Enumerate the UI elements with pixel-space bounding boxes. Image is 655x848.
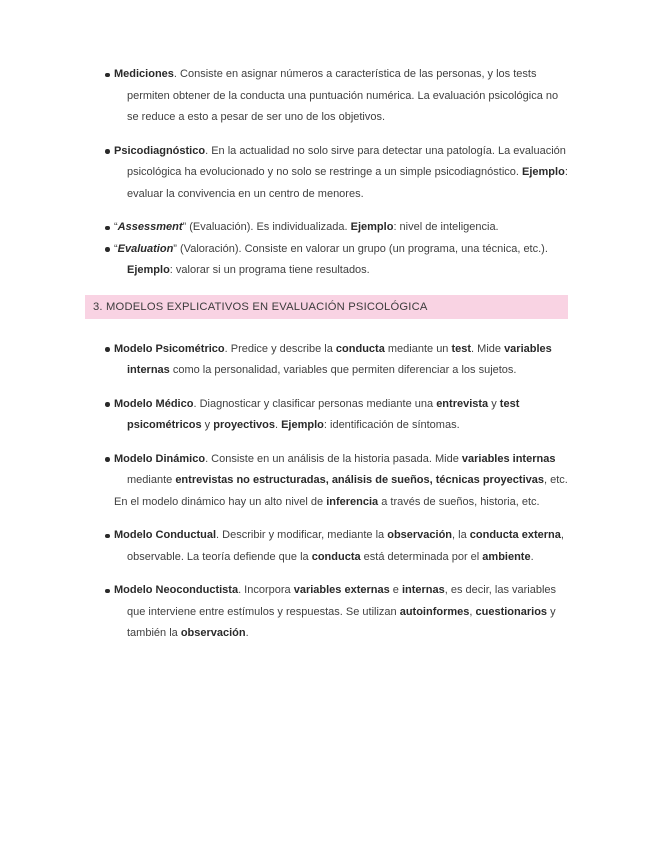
bullet-text: Psicodiagnóstico. En la actualidad no solo sirve para detectar una patología. La evaluación psicológica ha evolucionado y no solo se restringe a un simple psicodiagnóstico. Ejemplo: evaluar la convivencia en un centro de menores. (114, 144, 568, 200)
models-bullet-list (85, 339, 568, 645)
bullet-text: Modelo Médico. Diagnosticar y clasificar personas mediante una entrevista y test psicométricos y proyectivos. Ejemplo: identificación de síntomas. (114, 397, 520, 431)
bullet-item-evaluation (85, 239, 568, 282)
bullet-item-modelo-medico (85, 394, 568, 437)
bullet-item-mediciones (85, 64, 568, 129)
bullet-item-psicodiagnostico (85, 141, 568, 206)
intro-bullet-list (85, 64, 568, 282)
bullet-text: En el modelo dinámico hay un alto nivel de inferencia a través de sueños, historia, etc. (114, 495, 540, 508)
bullet-item-modelo-dinamico (85, 449, 568, 514)
bullet-item-assessment (85, 217, 568, 239)
bullet-item-modelo-neoconductista (85, 580, 568, 645)
bullet-text: Modelo Neoconductista. Incorpora variables externas e internas, es decir, las variables que interviene entre estímulos y respuestas. Se utilizan autoinformes, cuestionarios y también la observación. (114, 584, 557, 639)
bullet-text: Mediciones. Consiste en asignar números a característica de las personas, y los tests permiten obtener de la conducta una puntuación numérica. La evaluación psicológica no se reduce a esto a pesar de ser uno de los objetivos. (114, 68, 559, 123)
bullet-text: “Evaluation” (Valoración). Consiste en valorar un grupo (un programa, una técnica, etc.). Ejemplo: valorar si un programa tiene resultados. (114, 242, 548, 276)
bullet-text: Modelo Conductual. Describir y modificar, mediante la observación, la conducta externa, observable. La teoría defiende que la conducta está determinada por el ambiente. (114, 529, 564, 563)
bullet-text: Modelo Dinámico. Consiste en un análisis de la historia pasada. Mide variables internas mediante entrevistas no estructuradas, análisis de sueños, técnicas proyectivas, etc. (114, 452, 568, 486)
bullet-item-modelo-conductual (85, 525, 568, 568)
bullet-item-modelo-psicometrico (85, 339, 568, 382)
bullet-text: Modelo Psicométrico. Predice y describe la conducta mediante un test. Mide variables internas como la personalidad, variables que permiten diferenciar a los sujetos. (114, 342, 552, 376)
document-content (85, 64, 568, 657)
section-heading: 3. MODELOS EXPLICATIVOS EN EVALUACIÓN PSICOLÓGICA (85, 295, 568, 319)
bullet-text: “Assessment” (Evaluación). Es individualizada. Ejemplo: nivel de inteligencia. (114, 221, 499, 233)
